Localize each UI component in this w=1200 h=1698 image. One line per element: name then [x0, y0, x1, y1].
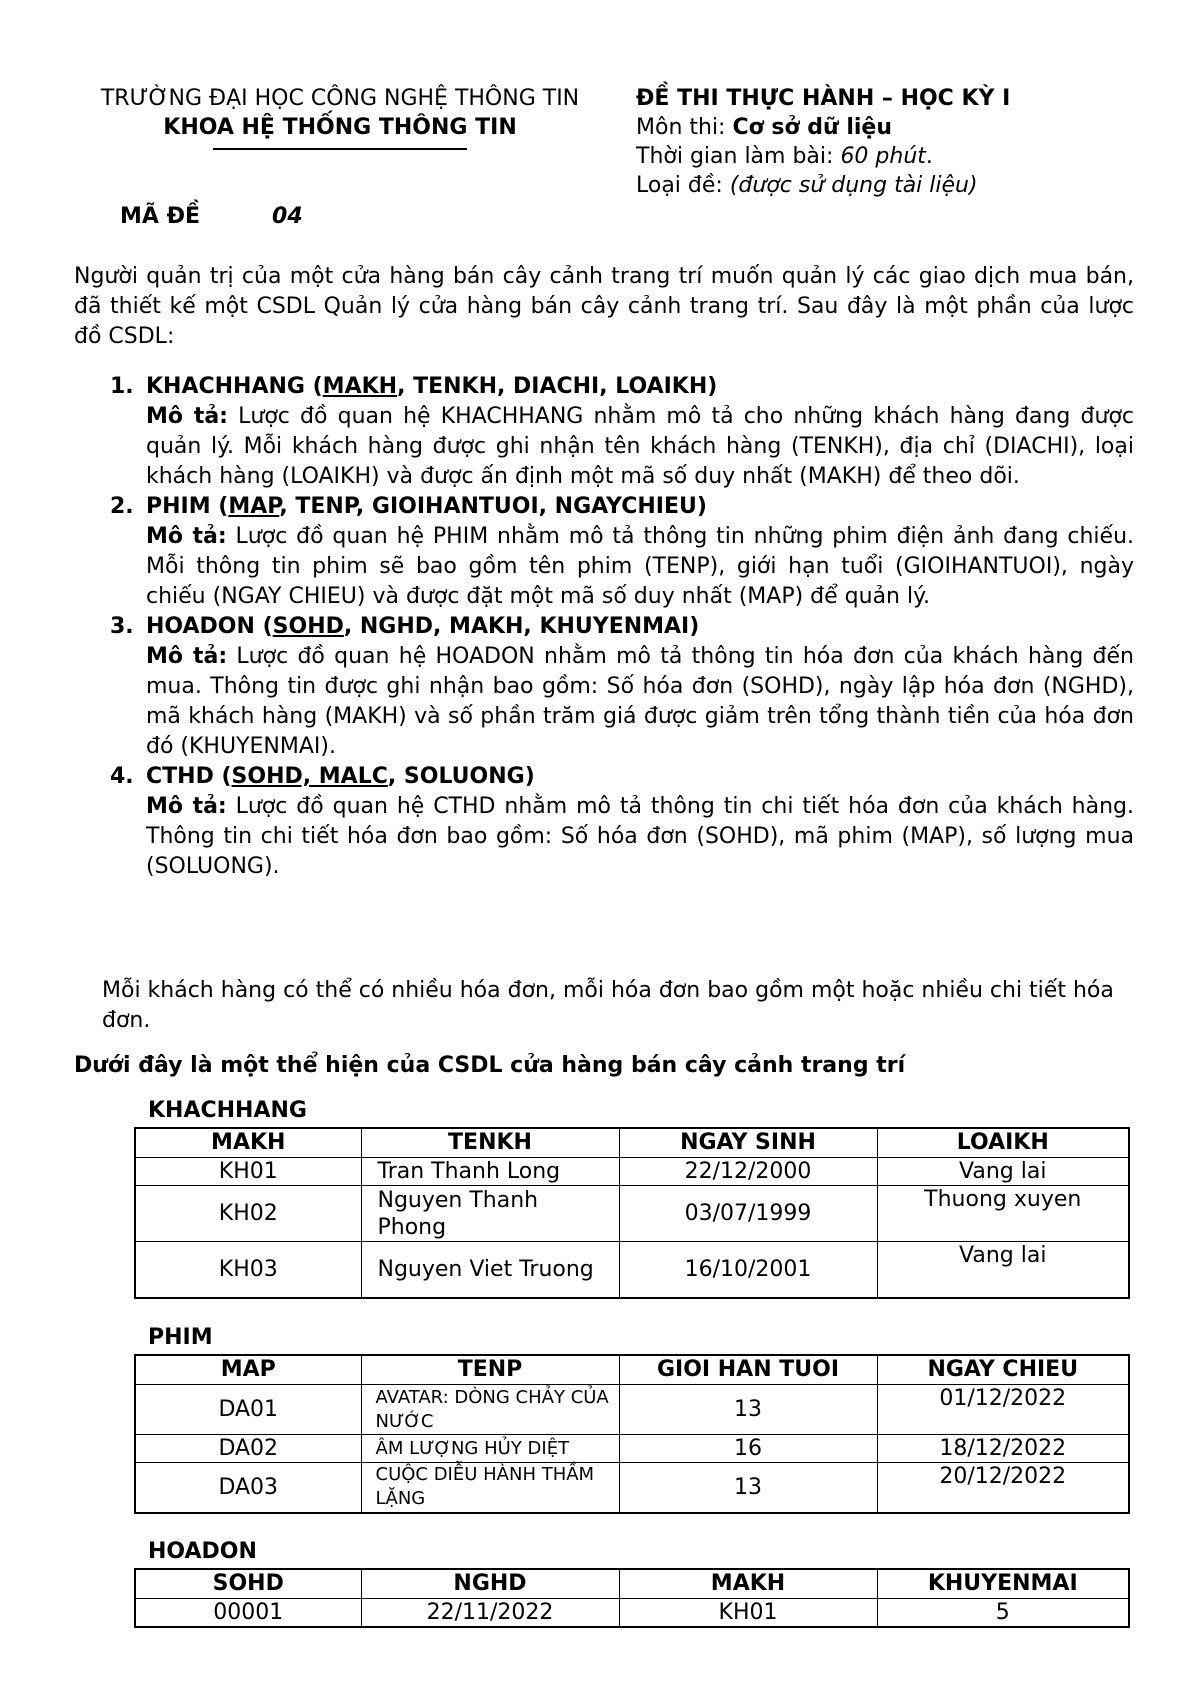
exam-code [120, 204, 303, 229]
time-value: 60 phút [840, 144, 926, 169]
phim-column-header: NGAY CHIEU [877, 1355, 1129, 1385]
table-cell: 16 [619, 1435, 877, 1463]
university-name: TRƯỜNG ĐẠI HỌC CÔNG NGHỆ THÔNG TIN [100, 86, 580, 111]
header-underline [213, 148, 467, 150]
description-text: Lược đồ quan hệ KHACHHANG nhằm mô tả cho những khách hàng đang được quản lý. Mỗi khách hàng được ghi nhận tên khách hàng (TENKH), địa chỉ (DIACHI), loại khách hàng (LOAIKH) và được ấn định một mã số duy nhất (MAKH) để theo dõi. [146, 404, 1135, 489]
intro-paragraph: Người quản trị của một cửa hàng bán cây cảnh trang trí muốn quản lý các giao dịch mua bán, đã thiết kế một CSDL Quản lý cửa hàng bán cây cảnh trang trí. Sau đây là một phần của lược đồ CSDL: [74, 264, 1134, 349]
table-cell: 20/12/2022 [877, 1463, 1129, 1513]
description-label: Mô tả: [146, 404, 228, 429]
table-cell: CUỘC DIỄU HÀNH THẦM LẶNG [361, 1463, 619, 1513]
schema-description [146, 522, 1134, 612]
table-cell: DA02 [135, 1435, 361, 1463]
schema-list [110, 372, 1134, 882]
schema-item [110, 492, 1134, 612]
description-text: Lược đồ quan hệ CTHD nhằm mô tả thông tin chi tiết hóa đơn của khách hàng. Thông tin chi tiết hóa đơn bao gồm: Số hóa đơn (SOHD), mã phim (MAP), số lượng mua (SOLUONG). [146, 794, 1135, 879]
subject-label: Môn thi: [636, 115, 733, 140]
table-cell: 22/11/2022 [361, 1599, 619, 1628]
schema-item [110, 612, 1134, 762]
schema-signature [146, 492, 1134, 522]
table-row [135, 1599, 1129, 1628]
schema-name: CTHD ( [146, 764, 232, 789]
schema-attributes: , TENP, GIOIHANTUOI, NGAYCHIEU) [279, 494, 707, 519]
exam-code-value: 04 [272, 204, 303, 229]
khachhang-table [134, 1127, 1130, 1299]
schema-description [146, 792, 1134, 882]
table-cell: Nguyen Thanh Phong [361, 1186, 619, 1242]
table-cell: Nguyen Viet Truong [361, 1242, 619, 1298]
khachhang-column-header: NGAY SINH [619, 1128, 877, 1158]
schema-number: 1. [110, 374, 134, 399]
table-cell: Vang lai [877, 1242, 1129, 1298]
table-cell: 01/12/2022 [877, 1385, 1129, 1435]
khachhang-column-header: LOAIKH [877, 1128, 1129, 1158]
subject-line [636, 113, 1010, 142]
faculty-name: KHOA HỆ THỐNG THÔNG TIN [163, 115, 517, 140]
table-cell: KH02 [135, 1186, 361, 1242]
khachhang-column-header: MAKH [135, 1128, 361, 1158]
table-row [135, 1463, 1129, 1513]
table-cell: Vang lai [877, 1158, 1129, 1186]
phim-column-header: GIOI HAN TUOI [619, 1355, 877, 1385]
schema-name: HOADON ( [146, 614, 273, 639]
schema-primary-key: SOHD, MALC [231, 764, 388, 789]
hoadon-column-header: MAKH [619, 1569, 877, 1599]
phim-column-header: TENP [361, 1355, 619, 1385]
table-row [135, 1385, 1129, 1435]
exam-title: ĐỀ THI THỰC HÀNH – HỌC KỲ I [636, 86, 1011, 111]
hoadon-column-header: NGHD [361, 1569, 619, 1599]
schema-signature [146, 762, 1134, 792]
description-text: Lược đồ quan hệ HOADON nhằm mô tả thông tin hóa đơn của khách hàng đến mua. Thông tin được ghi nhận bao gồm: Số hóa đơn (SOHD), ngày lập hóa đơn (NGHD), mã khách hàng (MAKH) và số phần trăm giá được giảm trên tổng thành tiền của hóa đơn đó (KHUYENMAI). [146, 644, 1135, 759]
table-row [135, 1186, 1129, 1242]
time-label: Thời gian làm bài: [636, 144, 841, 169]
table-cell: 16/10/2001 [619, 1242, 877, 1298]
description-label: Mô tả: [146, 644, 228, 669]
phim-table [134, 1354, 1130, 1514]
schema-number: 3. [110, 614, 134, 639]
type-label: Loại đề: [636, 173, 730, 198]
table-cell: 13 [619, 1463, 877, 1513]
table-cell: KH01 [135, 1158, 361, 1186]
description-label: Mô tả: [146, 794, 227, 819]
table-cell: 5 [877, 1599, 1129, 1628]
subject-value: Cơ sở dữ liệu [732, 115, 892, 140]
schema-primary-key: MAKH [322, 374, 398, 399]
table-cell: 00001 [135, 1599, 361, 1628]
hoadon-column-header: KHUYENMAI [877, 1569, 1129, 1599]
schema-attributes: , SOLUONG) [387, 764, 535, 789]
table-cell: 13 [619, 1385, 877, 1435]
table-cell: DA01 [135, 1385, 361, 1435]
table-cell: 22/12/2000 [619, 1158, 877, 1186]
header-institution [70, 84, 610, 150]
phim-header-row [135, 1355, 1129, 1385]
schema-item [110, 372, 1134, 492]
table-cell: ÂM LƯỢNG HỦY DIỆT [361, 1435, 619, 1463]
header-exam-info [636, 84, 1010, 200]
table-cell: Thuong xuyen [877, 1186, 1129, 1242]
schema-signature [146, 372, 1134, 402]
schema-signature [146, 612, 1134, 642]
khachhang-header-row [135, 1128, 1129, 1158]
table-cell: Tran Thanh Long [361, 1158, 619, 1186]
schema-attributes: , NGHD, MAKH, KHUYENMAI) [343, 614, 700, 639]
table-row [135, 1242, 1129, 1298]
type-value: (được sử dụng tài liệu) [729, 173, 978, 198]
hoadon-table [134, 1568, 1130, 1628]
schema-description [146, 402, 1134, 492]
schema-primary-key: MAP [228, 494, 280, 519]
khachhang-column-header: TENKH [361, 1128, 619, 1158]
table-cell: AVATAR: DÒNG CHẢY CỦA NƯỚC [361, 1385, 619, 1435]
table-row [135, 1435, 1129, 1463]
schema-item [110, 762, 1134, 882]
relationship-note: Mỗi khách hàng có thể có nhiều hóa đơn, mỗi hóa đơn bao gồm một hoặc nhiều chi tiết hóa đơn. [102, 978, 1114, 1033]
table-row [135, 1158, 1129, 1186]
schema-number: 4. [110, 764, 134, 789]
time-suffix: . [925, 144, 933, 169]
table-cell: KH03 [135, 1242, 361, 1298]
instance-subtitle: Dưới đây là một thể hiện của CSDL cửa hàng bán cây cảnh trang trí [74, 1053, 906, 1078]
type-line [636, 171, 1010, 200]
hoadon-table-title: HOADON [148, 1539, 257, 1564]
description-label: Mô tả: [146, 524, 227, 549]
table-cell: DA03 [135, 1463, 361, 1513]
khachhang-table-title: KHACHHANG [148, 1098, 307, 1123]
description-text: Lược đồ quan hệ PHIM nhằm mô tả thông tin những phim điện ảnh đang chiếu. Mỗi thông tin phim sẽ bao gồm tên phim (TENP), giới hạn tuổi (GIOIHANTUOI), ngày chiếu (NGAY CHIEU) và được đặt một mã số duy nhất (MAP) để quản lý. [146, 524, 1135, 609]
table-cell: KH01 [619, 1599, 877, 1628]
schema-primary-key: SOHD [272, 614, 344, 639]
phim-table-title: PHIM [148, 1325, 213, 1350]
time-line [636, 142, 1010, 171]
phim-column-header: MAP [135, 1355, 361, 1385]
table-cell: 18/12/2022 [877, 1435, 1129, 1463]
exam-code-label: MÃ ĐỀ [120, 204, 201, 229]
table-cell: 03/07/1999 [619, 1186, 877, 1242]
schema-number: 2. [110, 494, 134, 519]
schema-name: KHACHHANG ( [146, 374, 323, 399]
schema-name: PHIM ( [146, 494, 229, 519]
schema-description [146, 642, 1134, 762]
hoadon-column-header: SOHD [135, 1569, 361, 1599]
schema-attributes: , TENKH, DIACHI, LOAIKH) [397, 374, 718, 399]
hoadon-header-row [135, 1569, 1129, 1599]
